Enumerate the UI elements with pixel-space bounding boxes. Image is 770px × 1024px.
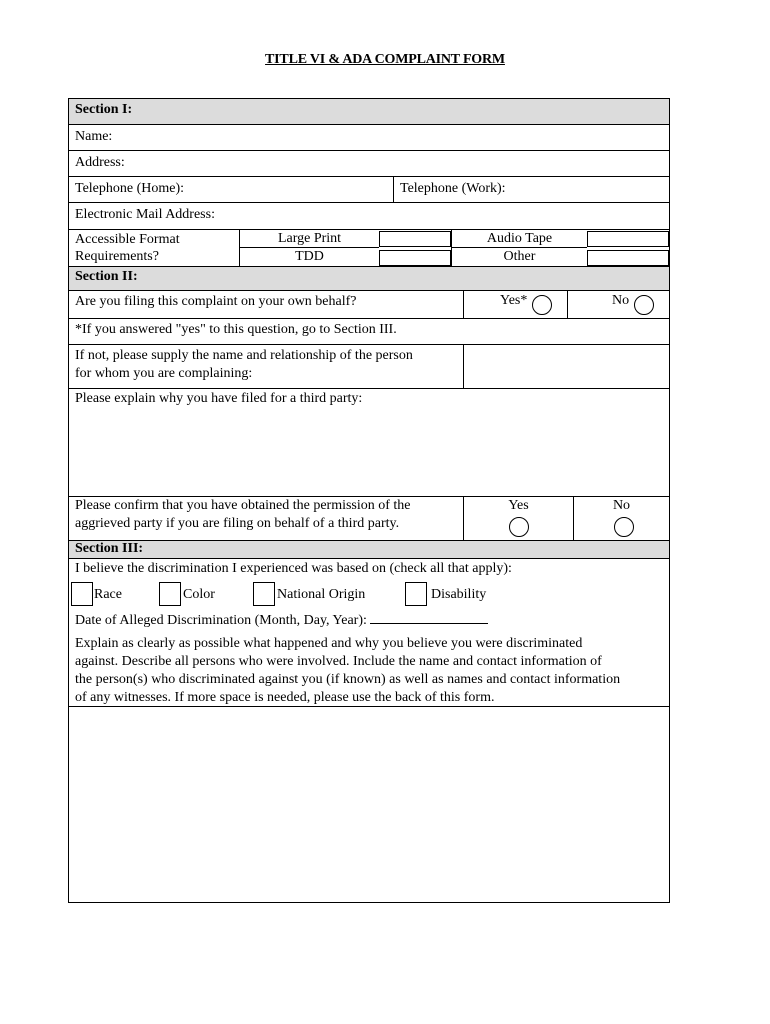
basis-question: I believe the discrimination I experienced was based on (check all that apply):	[75, 561, 512, 576]
date-label: Date of Alleged Discrimination (Month, Day, Year):	[75, 613, 367, 628]
date-label-line	[75, 610, 488, 630]
audio-tape-cell	[451, 230, 587, 248]
telephone-row	[69, 177, 669, 203]
section-3-body	[69, 559, 669, 707]
section-2-title: Section II:	[75, 269, 138, 284]
explain-line-1: Explain as clearly as possible what happened and why you believe you were discriminated	[75, 636, 583, 651]
telephone-work-field[interactable]	[393, 177, 669, 202]
other-label: Other	[503, 249, 536, 264]
date-field[interactable]	[370, 610, 488, 624]
telephone-home-label: Telephone (Home):	[75, 181, 185, 196]
accessible-format-row	[69, 229, 669, 267]
audio-tape-checkbox[interactable]	[587, 231, 669, 247]
own-behalf-yes-radio[interactable]	[532, 295, 552, 315]
complaint-form	[68, 98, 670, 903]
section-1-header	[69, 99, 669, 125]
explain-line-3: the person(s) who discriminated against you (if known) as well as names and contact information	[75, 672, 621, 687]
disability-checkbox[interactable]	[405, 582, 427, 606]
explain-line-4: of any witnesses. If more space is needed, please use the back of this form.	[75, 690, 495, 705]
explain-line-2: against. Describe all persons who were involved. Include the name and contact information of	[75, 654, 602, 669]
section-1-title: Section I:	[75, 102, 133, 117]
permission-yes-label: Yes	[508, 498, 529, 513]
own-behalf-yes-cell[interactable]	[463, 291, 567, 318]
national-origin-checkbox[interactable]	[253, 582, 275, 606]
other-checkbox[interactable]	[587, 250, 669, 266]
permission-yes-cell[interactable]	[463, 497, 573, 540]
national-origin-label: National Origin	[277, 587, 366, 602]
permission-no-radio[interactable]	[614, 517, 634, 537]
large-print-checkbox[interactable]	[379, 231, 451, 247]
tdd-cell	[239, 248, 379, 267]
permission-yes-radio[interactable]	[509, 517, 529, 537]
explanation-area[interactable]	[69, 707, 669, 902]
race-checkbox[interactable]	[71, 582, 93, 606]
tdd-checkbox[interactable]	[379, 250, 451, 266]
permission-no-cell[interactable]	[573, 497, 669, 540]
third-party-name-field[interactable]	[463, 345, 669, 388]
own-behalf-no-cell[interactable]	[567, 291, 669, 318]
large-print-label: Large Print	[277, 231, 342, 246]
color-label: Color	[183, 587, 215, 602]
large-print-cell	[239, 230, 379, 248]
permission-label-2: aggrieved party if you are filing on behalf of a third party.	[75, 516, 400, 531]
permission-row	[69, 497, 669, 541]
other-cell	[451, 248, 587, 267]
disability-label: Disability	[431, 587, 487, 602]
accessible-format-label-2: Requirements?	[75, 249, 159, 264]
address-row[interactable]	[69, 151, 669, 177]
third-party-name-label-1: If not, please supply the name and relationship of the person	[75, 348, 413, 363]
section-2-header	[69, 267, 669, 291]
email-row[interactable]	[69, 203, 669, 229]
third-party-name-label-2: for whom you are complaining:	[75, 366, 253, 381]
own-behalf-yes-label: Yes*	[500, 293, 528, 308]
own-behalf-no-label: No	[612, 293, 630, 308]
telephone-work-label: Telephone (Work):	[400, 181, 506, 196]
own-behalf-row	[69, 291, 669, 319]
section-3-title: Section III:	[75, 541, 144, 556]
telephone-home-field[interactable]	[69, 177, 393, 202]
name-row[interactable]	[69, 125, 669, 151]
section-3-header	[69, 541, 669, 559]
own-behalf-no-radio[interactable]	[634, 295, 654, 315]
race-label: Race	[94, 587, 122, 602]
own-behalf-question: Are you filing this complaint on your own behalf?	[75, 294, 357, 309]
if-yes-note: *If you answered "yes" to this question, go to Section III.	[75, 322, 397, 337]
color-checkbox[interactable]	[159, 582, 181, 606]
audio-tape-label: Audio Tape	[486, 231, 553, 246]
address-label: Address:	[75, 155, 125, 170]
third-party-explanation-row[interactable]	[69, 389, 669, 497]
name-label: Name:	[75, 129, 113, 144]
own-behalf-question-cell	[69, 291, 463, 318]
permission-no-label: No	[612, 498, 631, 513]
tdd-label: TDD	[295, 249, 324, 264]
if-yes-note-row	[69, 319, 669, 345]
permission-label-1: Please confirm that you have obtained the permission of the	[75, 498, 411, 513]
third-party-explanation-label: Please explain why you have filed for a third party:	[75, 391, 363, 406]
form-title: TITLE VI & ADA COMPLAINT FORM	[265, 52, 505, 67]
accessible-format-label-1: Accessible Format	[75, 232, 180, 247]
third-party-name-row	[69, 345, 669, 389]
email-label: Electronic Mail Address:	[75, 207, 215, 222]
